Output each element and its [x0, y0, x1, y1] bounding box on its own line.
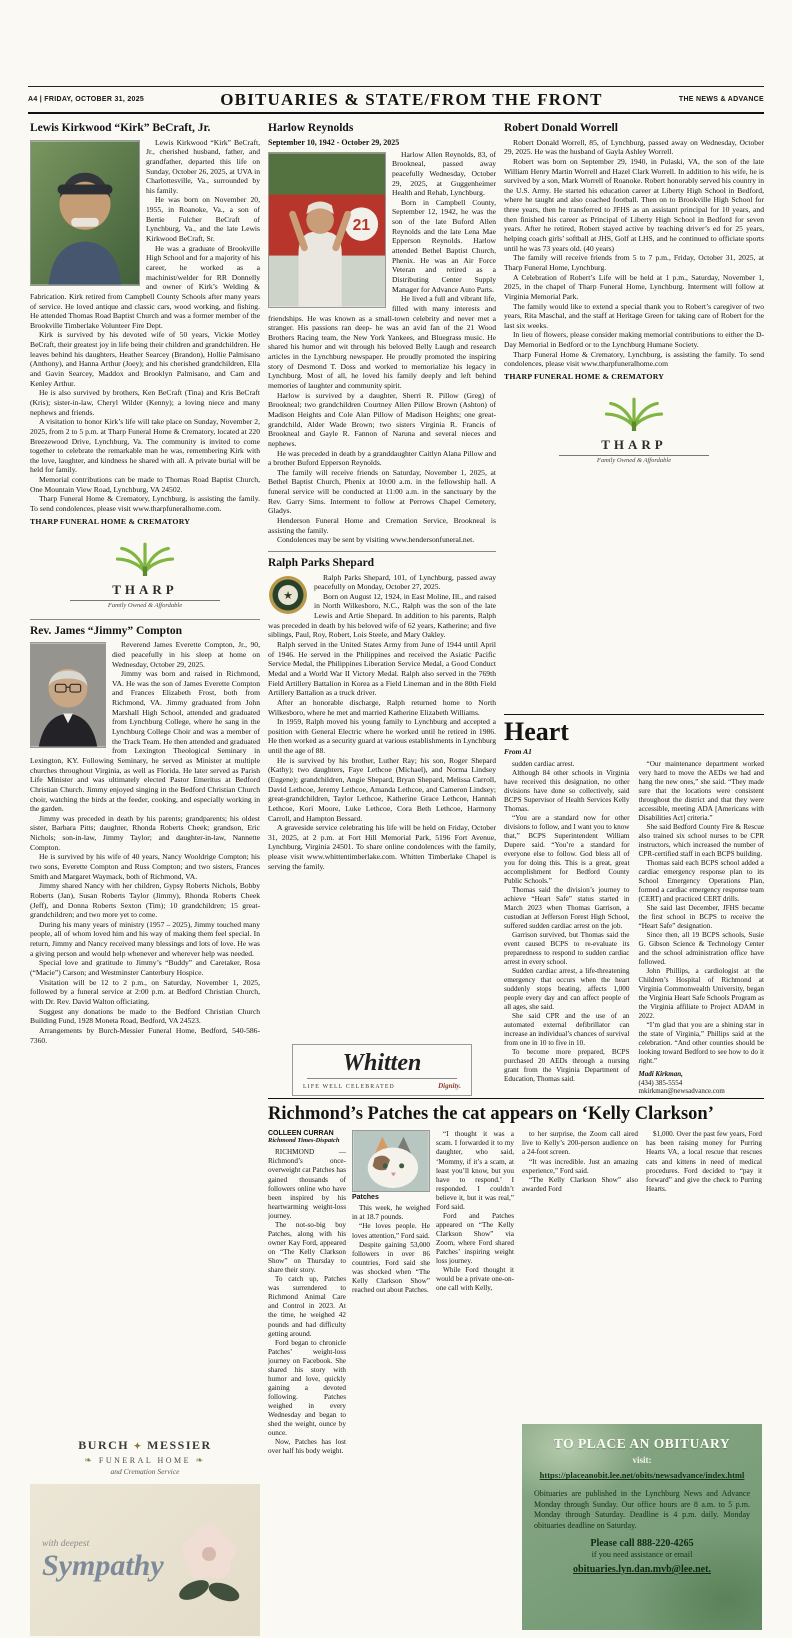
- paragraph: to her surprise, the Zoom call aired live to Kelly’s 200-person audience on a 24-foot screen.: [522, 1130, 638, 1157]
- visit-label: visit:: [632, 1455, 652, 1466]
- column-text: [436, 1130, 514, 1293]
- paragraph: Special love and gratitude to Jimmy’s “Buddy” and Caretaker, Rosa (“Macie”) Carson; and Westminster Canterbury Hospice.: [30, 958, 260, 978]
- text-column-4: [522, 1130, 638, 1418]
- paragraph: “I thought it was a scam. I forwarded it to my daughter, who said, ‘Mommy, if it’s a scam, at least you’ll know, but you have to respond.’ I responded. I couldn’t believe it, but it was real,” Ford said.: [436, 1130, 514, 1211]
- paragraph: He was preceded in death by a granddaughter Caitlyn Alana Pillow and a brother Buford Epperson Reynolds.: [268, 448, 496, 468]
- obituary-shepard: [268, 551, 496, 872]
- section-title: OBITUARIES & STATE/FROM THE FRONT: [220, 89, 603, 109]
- paragraph: Ralph Parks Shepard, 101, of Lynchburg, passed away peacefully on Monday, October 27, 2025.: [314, 572, 496, 592]
- paragraph: RICHMOND — Richmond’s once-overweight cat Patches has gained thousands of followers online who have been inspired by his heartwarming weight-loss journey.: [268, 1148, 346, 1220]
- paragraph: “Our maintenance department worked very hard to move the AEDs we had and hang the new ones,” she said. “They made sure that the locations were consistent throughout the district and that they were accessible, meeting ADA [Americans with Disabilities Act] criteria.”: [638, 759, 764, 822]
- paragraph: $1,000. Over the past few years, Ford has been raising money for Purring Hearts VA, a local rescue that rescues cats and kittens in need of medical procedures. Ford decided to “pay it forward” and give the check to Purring Hearts.: [646, 1130, 762, 1193]
- paragraph: This week, he weighed in at 18.7 pounds.: [352, 1204, 430, 1222]
- jump-from-line: From A1: [504, 746, 532, 756]
- column-right: [504, 122, 764, 1096]
- reynolds-photo: [268, 152, 386, 308]
- tharp-tagline: Family Owned & Affordable: [70, 600, 220, 609]
- paragraph: She said last December, JFHS became the first school in BCPS to receive the “Heart Safe” designation.: [638, 903, 764, 930]
- paragraph: In lieu of flowers, please consider making memorial contributions to either the D-Day Memorial in Bedford or to the Lynchburg Humane Society.: [504, 330, 764, 350]
- paragraph: A visitation to honor Kirk’s life will take place on Sunday, November 2, 2025, from 2 to 5 p.m. at Tharp Funeral Home & Crematory, located at 220 Breezewood Drive, Lynchburg, Va. The community is invited to come together to celebrate the remarkable man he was, remembering Kirk with the love, laughter, and kindness he shared with all. A private burial will be held for family.: [30, 417, 260, 475]
- column-text: [522, 1130, 638, 1193]
- column-left: [30, 122, 260, 1636]
- paragraph: mkirkman@newsadvance.com: [638, 1087, 725, 1096]
- text-column-2: [352, 1130, 430, 1634]
- paragraph: Ford and Patches appeared on “The Kelly Clarkson Show” via Zoom, where Ford shared Patches’ inspiring weight loss journey.: [436, 1211, 514, 1266]
- sympathy-ad: [30, 1484, 260, 1636]
- paragraph: Lewis Kirkwood “Kirk” BeCraft, Jr., cherished husband, father, and grandfather, departed this life on Sunday, October 26, 2025, at UVA in Charlottesville, Va., surrounded by his family.: [146, 137, 260, 195]
- page-folio: A4 | FRIDAY, OCTOBER 31, 2025: [28, 96, 145, 103]
- article-right-area: [522, 1130, 762, 1634]
- obituary-compton: [30, 619, 260, 1046]
- obituary-text: [268, 573, 496, 872]
- column-text: [268, 1148, 346, 1456]
- paragraph: Visitation will be 12 to 2 p.m., on Saturday, November 1, 2025, followed by a funeral service at 2:00 p.m. at Bedford Christian Church, with Dr. Rev. David Walton officiating.: [30, 977, 260, 1006]
- column-text: [352, 1204, 430, 1295]
- photo-caption: Patches: [352, 1194, 379, 1202]
- paragraph: Born on August 12, 1924, in East Moline, Ill., and raised in North Wilkesboro, N.C., Ralph was the son of the late Lewis and Artie Shepard. In addition to his parents, Ralph was preceded in death by his beloved wife of 62 years, Katherine; and five siblings, Paul, Roy, Robert, Lois Steele, and Mary Oakley.: [268, 591, 496, 640]
- paragraph: He lived a full and vibrant life, filled with many interests and friendships. He was known as a small-town celebrity and never met a stranger. His passions ran deep- he was an avid fan of the 21 Wood Brothers Racing team, the New York Yankees, and Bluegrass music. He shared his humor and wit through his beloved Belly Laugh and research articles in the Lynchburg newspaper. He proudly promoted the inspiring story of Desmond T. Doss and worked to memorialize his legacy in Lynchburg. Most of all, he loved his family deeply and left behind memories of laughter and community spirit.: [268, 294, 496, 391]
- paragraph: Suggest any donations be made to the Bedford Christian Church Building Fund, 1928 Moneta Road, Bedford, VA 24523.: [30, 1006, 260, 1026]
- place-obituary-box: [522, 1424, 762, 1630]
- burch-name: [78, 1438, 211, 1453]
- obituary-reynolds: [268, 122, 496, 545]
- obituary-headline: Ralph Parks Shepard: [268, 556, 375, 569]
- paragraph: He is survived by his brother, Luther Ray; his son, Roger Shepard (Kathy); two daughters, Faye Lethcoe (Michael), and Norma Lindsey (Eugene); grandchildren, Angie Shepard, Bryan Shepard, Melissa Carroll, David Lethcoe, Jeremy Lethcoe, Amanda Lethcoe, and Cameron Lindsey; great-grandchildren, Taylor Lethcoe, Katherine Grace Lethcoe, Hannah Lethcoe, Kori Moore, Luke Lethcoe, Cora Beth Lethcoe, Harmony Carroll, and Hampton Bessard.: [268, 755, 496, 823]
- car-number: 21: [352, 216, 371, 234]
- paragraph: Born in Campbell County, September 12, 1942, he was the son of the late Buford Allen Reynolds and the late Lena Mae Epperson Reynolds. Harlow attended Bethel Baptist Church, Phenix. He was an Air Force Veteran and retired as a Distributing Center Supply Manager for Advance Auto Parts.: [392, 197, 496, 294]
- byline: COLLEEN CURRAN: [268, 1130, 334, 1138]
- svg-text:★: ★: [283, 589, 293, 602]
- byline-source: Richmond Times-Dispatch: [268, 1137, 340, 1145]
- compton-photo: [30, 642, 106, 748]
- obituary-becraft: [30, 122, 260, 526]
- article-left-columns: [268, 1130, 514, 1634]
- paragraph: During his many years of ministry (1957 – 2025), Jimmy touched many people, all of whom loved him and his way of making them feel special. In return, Jimmy and Nancy received many blessings and lots of love. He was a giving person and would help whenever and wherever help was needed.: [30, 919, 260, 958]
- place-obituary-title: TO PLACE AN OBITUARY: [553, 1436, 731, 1452]
- paragraph: He was born on November 20, 1955, in Roanoke, Va., a son of Bertie Fulcher BeCraft of Lynchburg, Va., and the late Lewis Kirkwood BeCraft, Sr.: [146, 195, 260, 244]
- patches-photo: [352, 1130, 430, 1192]
- paragraph: Jimmy was born and raised in Richmond, VA. He was the son of James Everette Compton and Frances Elizabeth Frost, both from Richmond, VA. Jimmy graduated from John Marshall High School, attended and graduated from Lynchburg College, where he sang in the Lynchburg College Choir and was a member of the Track Team. He then attended and graduated from Lexington Theological Seminary in Lexington, KY. Following Seminary, he served as Minister at multiple churches throughout Virginia, as well as Florida. He later served as Parish Life Minister and was ultimately elected Pastor Emeritus at Bedford Christian Church. Jimmy enjoyed singing in the Bedford Christian Church choir, watching the birds at the feeder, cooking, and especially working in the garden.: [30, 669, 260, 814]
- paragraph: The not-so-big boy Patches, along with his owner Kay Ford, appeared on “The Kelly Clarkson Show” on Thursday to share their story.: [268, 1220, 346, 1275]
- column-text: [646, 1130, 762, 1193]
- assist-line: if you need assistance or email: [591, 1549, 693, 1559]
- whitten-row: [303, 1082, 461, 1090]
- becraft-photo: [30, 140, 140, 286]
- paragraph: A graveside service celebrating his life will be held on Friday, October 31, 2025, at 2 p.m. at Fort Hill Memorial Park, 5196 Fort Avenue, Lynchburg, Virginia 24501. To share online condolences with the family, please visit www.whittentimberlake.com. Whitten Timberlake Chapel is serving the family.: [268, 823, 496, 871]
- tharp-tagline: Family Owned & Affordable: [559, 455, 709, 464]
- tharp-tree-icon: [601, 395, 667, 431]
- text-column-3: [436, 1130, 514, 1634]
- obituary-body: [268, 573, 496, 872]
- obituary-body: [30, 138, 260, 514]
- paragraph: In 1959, Ralph moved his young family to Lynchburg and accepted a position with General Electric where he worked until he retired in 1986. He then worked as a security guard at various establishments in Lynchburg until the age of 88.: [268, 717, 496, 756]
- funeral-home-line: THARP FUNERAL HOME & CREMATORY: [504, 372, 665, 382]
- paragraph: Harlow is survived by a daughter, Sherri R. Pillow (Greg) of Brookneal; two grandchildren Courtney Allen Pillow Brown (Ashton) of Madison Heights and Cole Alan Pillow of Madison Heights; one great- grandchild, Alder Wade Brown; two sisters Virginia R. Francis of Brookneal and Gayle R. Fannon of Naruna and several nieces and nephews.: [268, 390, 496, 448]
- heart-jump-article: [504, 714, 764, 1096]
- paragraph: Garrison survived, but Thomas said the event caused BCPS to re-evaluate its preparedness to respond to sudden cardiac arrest in every school.: [504, 930, 630, 966]
- leaf-ornament-icon: ❧: [84, 1455, 95, 1465]
- burch-messier-logo: [78, 1438, 211, 1476]
- paragraph: Thomas said each BCPS school added a cardiac emergency response plan to its School Emergency Operations Plan, formed a cardiac emergency response team (CERT) and practiced CERT drills.: [638, 858, 764, 903]
- obituary-email-link[interactable]: obituaries.lyn.dan.mvb@lee.net.: [573, 1563, 711, 1575]
- column-middle: [268, 122, 496, 1096]
- sympathy-text: [42, 1539, 170, 1581]
- paragraph: The family will receive friends on Saturday, November 1, 2025, at Bethel Baptist Church, Phenix at 10:00 a.m. in the fellowship hall. A funeral service will be conducted at 11:00 a.m. in the sanctuary by the Rev. Garry Sims. Interment to follow at Perrows Chapel Cemetery, Gladys.: [268, 467, 496, 516]
- paragraph: Sudden cardiac arrest, a life-threatening emergency that occurs when the heart suddenly stops beating, affects 1,000 people every day and can affect people of all ages, she said.: [504, 966, 630, 1011]
- article-body: [268, 1130, 764, 1634]
- burch-subtitle-text: FUNERAL HOME: [98, 1456, 192, 1465]
- paragraph: sudden cardiac arrest.: [512, 759, 575, 768]
- divider: [307, 1078, 457, 1079]
- paragraph: Jimmy shared Nancy with her children, Gypsy Roberts Nichols, Bobby Roberts (Jan), Susan Roberts Taylor (Jimmy), Rhonda Roberts Cheek (Jeff), and Donna Roberts Sexton (Tim); 10 grandchildren; 15 great-grandchildren; and two more yet to come.: [30, 881, 260, 920]
- burch-name-right: MESSIER: [147, 1438, 212, 1452]
- paragraph: Despite gaining 53,000 followers in over 86 countries, Ford said she was shocked when “The Kelly Clarkson Show” reached out about Patches.: [352, 1240, 430, 1294]
- paragraph: Condolences may be sent by visiting www.hendersonfuneral.net.: [277, 535, 475, 545]
- paragraph: “The Kelly Clarkson Show” also awarded Ford: [522, 1175, 638, 1193]
- cat-article: [268, 1098, 764, 1638]
- paragraph: Jimmy was preceded in death by his parents; grandparents; his oldest sister, Barbara Pitts; daughter, Rhonda Roberts Cheek; grandson, Eric Nichols; son-in-law, Jimmy Taylor; and daughter-in-law, Nannette Compton.: [30, 813, 260, 852]
- paragraph: She said Bedford County Fire & Rescue also trained six school nurses to be CPR instructors, which increased the number of CPR-certified staff in each BCPS building.: [638, 822, 764, 858]
- army-seal-icon: [268, 575, 308, 615]
- paragraph: While Ford thought it would be a private one-on-one call with Kelly,: [436, 1266, 514, 1293]
- whitten-tagline: LIFE WELL CELEBRATED: [303, 1084, 395, 1090]
- paragraph: After an honorable discharge, Ralph returned home to North Wilkesboro, where he met and married Katherine Elizabeth Williams.: [268, 697, 496, 717]
- paragraph: Since then, all 19 BCPS schools, Susie G. Gibson Science & Technology Center and the school administration office have followed.: [638, 930, 764, 966]
- burch-name-left: BURCH: [78, 1438, 130, 1452]
- obituary-headline: Harlow Reynolds: [268, 122, 354, 134]
- paragraph: Robert was born on September 29, 1940, in Pulaski, VA, the son of the late William Henry Martin Worrell and Hazel Clark Worrell. In addition to his wife, he is survived by a son, Mark Worrell of Roanoke. Robert honorably served his country in the U.S. Army. He started his education career at Liberty High School in Bedford, where he taught and also coached football. Then on to Brookville High School for three years, then he transferred to JFHS as an assistant principal for 10 years, and then finished his career as Principal of Liberty High School in Bedford for seven years. After he retired, Robert stayed active by teaching driver’s ed for 25 years, helping coach girls’ softball at JHS, Golf at LHS, and he continued to officiate sports until he was 73 years old. (40 years): [504, 156, 764, 253]
- obituary-headline: Robert Donald Worrell: [504, 122, 618, 134]
- obituary-headline: Rev. James “Jimmy” Compton: [30, 624, 183, 637]
- paragraph: He is also survived by brothers, Ken BeCraft (Tina) and Kris BeCraft (Kris); sister-in-law, Cheryl Wilder (Kenny); a loving niece and many nephews and friends.: [30, 388, 260, 417]
- paragraph: She said CPR and the use of an automated external defibrillator can increase an individual’s chances of survival from one in 10 to five in 10.: [504, 1011, 630, 1047]
- paragraph: The family would like to extend a special thank you to Robert’s caregiver of two years, Rita Maschal, and the staff at Heritage Green for taking care of Robert for the last six weeks.: [504, 301, 764, 330]
- sympathy-pre: with deepest: [42, 1539, 90, 1549]
- text-column-5: [646, 1130, 762, 1418]
- paper-name: THE NEWS & ADVANCE: [678, 96, 764, 103]
- obituary-worrell: [504, 122, 764, 381]
- whitten-name: Whitten: [342, 1050, 422, 1076]
- tharp-name: THARP: [112, 581, 178, 597]
- paragraph: To catch up, Patches was surrendered to Richmond Animal Care and Control in 2023. At the time, he weighed 42 pounds and had difficulty getting around.: [268, 1275, 346, 1338]
- paragraph: “You are a standard now for other divisions to follow, and I want you to know that,” BCPS Superintendent William Dupere said. “You’re a standard for everyone else to follow. God bless all of you for doing this. This is a great, great accomplishment for Bedford County Public Schools.”: [504, 813, 630, 885]
- place-obituary-info: Obituaries are published in the Lynchburg News and Advance Monday through Sunday. Our office hours are 8 a.m. to 5 p.m. Monday through Saturday. Deadline is 4 p.m. daily. Monday obituaries deadline on Saturday.: [534, 1489, 750, 1530]
- obituary-body: [268, 150, 496, 545]
- phone-line: Please call 888-220-4265: [590, 1537, 694, 1549]
- paragraph: Tharp Funeral Home & Crematory, Lynchburg, is assisting the family. To send condolences, please visit www.tharpfuneralhome.com.: [30, 494, 260, 513]
- article-text: [504, 760, 764, 1096]
- paragraph: Thomas said the division’s journey to achieve “Heart Safe” status started in March 2023 when Thomas Garrison, a custodian at Jefferson Forest High School, suffered sudden cardiac arrest on the job.: [504, 885, 630, 930]
- article-right-columns: [522, 1130, 762, 1418]
- obituary-headline: Lewis Kirkwood “Kirk” BeCraft, Jr.: [30, 122, 211, 134]
- paragraph: Kirk is survived by his devoted wife of 50 years, Vickie Motley BeCraft, their greatest joy in life being their children and grandchildren. He leaves behind his daughters, Heather Searcey (Brandon), Hollie Palmisano (Anthony), and Hanna Arthur (Joey); and his cherished grandchildren, Ella and Gavin Searcey, Maddox and Brooklyn Palmisano, and Cam and Kenley Arthur.: [30, 330, 260, 388]
- text-column-1: [268, 1130, 346, 1634]
- paragraph: Arrangements by Burch-Messier Funeral Home, Bedford, 540-586-7360.: [30, 1025, 260, 1045]
- tharp-tree-icon: [112, 540, 178, 576]
- paragraph: “It was incredible. Just an amazing experience,” Ford said.: [522, 1157, 638, 1175]
- paragraph: (434) 385-5554: [638, 1078, 683, 1087]
- paragraph: Ralph served in the United States Army from June of 1944 until April of 1946. He served in the Philippines and received the Asiatic Pacific Service Medal, the Philippines Liberation Service Medal, a Good Conduct Medal and a World War II Victory Medal. Ralph also served in the 769th Field Artillery Battalion in Korea as a Field Lineman and in the 80th Field Artillery Battalion as a truck driver.: [268, 640, 496, 698]
- article-headline: Richmond’s Patches the cat appears on ‘Kelly Clarkson’: [268, 1104, 714, 1124]
- paragraph: The family will receive friends from 5 to 7 p.m., Friday, October 31, 2025, at Tharp Funeral Home, Lynchburg.: [504, 253, 764, 272]
- tharp-name: THARP: [601, 437, 667, 453]
- burch-tagline: and Cremation Service: [110, 1467, 180, 1476]
- burch-subtitle: [78, 1455, 211, 1466]
- whitten-logo: [292, 1044, 472, 1096]
- paragraph: John Phillips, a cardiologist at the Children’s Hospital of Richmond at Virginia Commonwealth University, began the Virginia Heart Safe Schools Program as the Virginia affiliate to Project ADAM in 2022.: [638, 966, 764, 1020]
- funeral-home-line: THARP FUNERAL HOME & CREMATORY: [30, 516, 191, 526]
- leaf-ornament-icon: ❧: [195, 1455, 206, 1465]
- paragraph: “He loves people. He loves attention,” Ford said.: [352, 1222, 430, 1240]
- article-title: Heart: [504, 716, 569, 746]
- paragraph: Memorial contributions can be made to Thomas Road Baptist Church, One Mountain View Road, Lynchburg, VA 24502.: [30, 475, 260, 494]
- paragraph: Henderson Funeral Home and Cremation Service, Brookneal is assisting the family.: [268, 515, 496, 535]
- place-obituary-url-link[interactable]: https://placeanobit.lee.net/obits/newsadvance/index.html: [539, 1470, 745, 1481]
- paragraph: A Celebration of Robert’s Life will be held at 1 p.m., Saturday, November 1, 2025, in the chapel of Tharp Funeral Home, Lynchburg. Interment will follow at Virginia Memorial Park.: [504, 272, 764, 301]
- diamond-ornament-icon: ✦: [133, 1441, 143, 1451]
- paragraph: Tharp Funeral Home & Crematory, Lynchburg, is assisting the family. To send condolences, please visit www.tharpfuneralhome.com: [504, 349, 764, 369]
- paragraph: Madi Kirkman,: [638, 1069, 683, 1078]
- flower-icon: [170, 1512, 248, 1608]
- paragraph: Although 84 other schools in Virginia have received this designation, no other divisions have done so collectively, said BCPS Supervisor of Health Services Kelly Thomas.: [504, 768, 630, 813]
- paragraph: He was a graduate of Brookville High School and for a majority of his career, he worked as a machinist/welder for RR Donnelly and owner of Kirk’s Welding & Fabrication. Kirk retired from Campbell County Schools after many years of service. He loved antique and classic cars, wood working, and fishing. He attended Thomas Road Baptist Church and was a former member of the Brookville Timberlake Volunteer Fire Dept.: [30, 243, 260, 330]
- paragraph: Now, Patches has lost over half his body weight.: [268, 1438, 346, 1456]
- paragraph: To become more prepared, BCPS purchased 20 AEDs through a nursing grant from the Virginia Department of Education, Thomas said.: [504, 1047, 630, 1083]
- tharp-logo: [559, 395, 709, 464]
- paragraph: Harlow Allen Reynolds, 83, of Brookneal, passed away peacefully Wednesday, October 29, 2025, at Guggenheimer Health and Rehab, Lynchburg.: [392, 149, 496, 198]
- paragraph: Robert Donald Worrell, 85, of Lynchburg, passed away on Wednesday, October 29, 2025. He was the husband of Gayla Ashley Worrell.: [504, 137, 764, 157]
- dignity-brand: Dignity.: [438, 1082, 461, 1090]
- obituary-dates: September 10, 1942 - October 29, 2025: [268, 137, 400, 147]
- paragraph: Ford began to chronicle Patches’ weight-loss journey on Facebook. She shared his story with humor and love, quickly gaining a devoted following. Patches weighed in every Wednesday and began to shed the weight, ounce by ounce.: [268, 1338, 346, 1438]
- paragraph: Reverend James Everette Compton, Jr., 90, died peacefully in his sleep at home on Wednesday, October 29, 2025.: [112, 640, 260, 669]
- masthead: [28, 86, 764, 114]
- obituary-body: [30, 640, 260, 1045]
- paragraph: He is survived by his wife of 40 years, Nancy Wooldrige Compton; his two sons, Everette Compton and Russ Compton; and two sisters, Frances Smith and Margaret Waymack, both of Richmond, VA.: [30, 852, 260, 881]
- obituary-text: [504, 138, 764, 369]
- paragraph: “I’m glad that you are a shining star in the state of Virginia,” Phillips said at the celebration. “And other counties should be looking toward Bedford to see how to do it right.”: [638, 1020, 764, 1065]
- tharp-logo: [70, 540, 220, 609]
- sympathy-word: Sympathy: [42, 1549, 164, 1582]
